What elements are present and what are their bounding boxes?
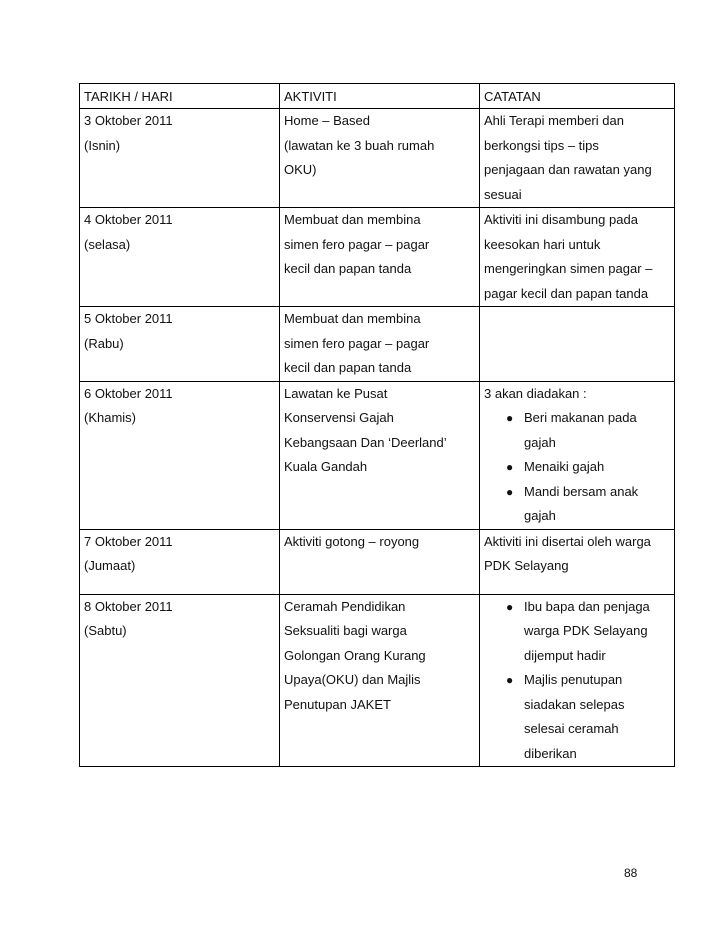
note-bullet-list [484,406,670,529]
note-intro: 3 akan diadakan : [484,385,587,401]
bullet-dot-icon: ● [506,599,514,614]
date-text: 4 Oktober 2011 [84,212,173,227]
day-text: (Jumaat) [84,558,136,573]
bullet-item [484,668,670,766]
bullet-dot-icon: ● [506,484,514,499]
note-line: Aktiviti ini disambung pada [484,212,638,227]
table-header-row [80,84,675,109]
bullet-dot-icon: ● [506,460,514,474]
bullet-line: dijemput hadir [524,647,606,663]
date-cell [80,109,280,208]
activity-line: simen fero pagar – pagar [284,236,430,252]
date-cell [80,307,280,382]
note-cell-empty [480,307,675,382]
bullet-item [484,455,670,480]
activity-line: Aktiviti gotong – royong [284,533,420,549]
activity-line: Golongan Orang Kurang [284,647,426,663]
note-line: berkongsi tips – tips [484,137,599,153]
date-cell [80,594,280,767]
bullet-item [484,480,670,529]
activity-line: Penutupan JAKET [284,696,391,712]
bullet-line: Mandi bersam anak [524,483,639,499]
bullet-item [484,406,670,455]
date-cell [80,529,280,594]
note-line: PDK Selayang [484,558,569,573]
activity-line: OKU) [284,162,317,177]
bullet-line: siadakan selepas [524,696,625,712]
day-text: (Sabtu) [84,623,127,638]
activity-line: Kebangsaan Dan ‘Deerland’ [284,434,447,450]
note-line: keesokan hari untuk [484,236,601,252]
date-cell [80,208,280,307]
note-bullet-list [484,595,670,767]
note-line: mengeringkan simen pagar – [484,261,653,276]
bullet-line: Ibu bapa dan penjaga [524,598,650,614]
activity-cell [280,208,480,307]
table-row [80,307,675,382]
note-cell [480,109,675,208]
activity-cell [280,109,480,208]
header-notes: CATATAN [480,84,675,109]
bullet-line: Beri makanan pada [524,410,637,425]
date-text: 8 Oktober 2011 [84,598,173,614]
activity-line: (lawatan ke 3 buah rumah [284,137,435,153]
activity-line: Seksualiti bagi warga [284,623,407,638]
date-text: 5 Oktober 2011 [84,311,173,326]
date-text: 3 Oktober 2011 [84,113,173,128]
date-cell [80,381,280,529]
date-text: 7 Oktober 2011 [84,533,173,549]
note-cell [480,208,675,307]
bullet-line: gajah [524,508,556,523]
activity-line: Ceramah Pendidikan [284,598,406,614]
page-number: 88 [624,866,638,880]
activity-schedule-table [79,83,675,767]
day-text: (Khamis) [84,410,137,425]
activity-line: kecil dan papan tanda [284,360,412,375]
day-text: (Rabu) [84,335,124,351]
note-line: penjagaan dan rawatan yang [484,162,652,177]
activity-cell [280,594,480,767]
day-text: (selasa) [84,236,131,252]
bullet-dot-icon: ● [506,411,514,425]
bullet-item [484,595,670,669]
day-text: (Isnin) [84,137,121,153]
activity-line: Home – Based [284,113,370,128]
header-activity: AKTIVITI [280,84,480,109]
activity-line: Membuat dan membina [284,311,421,326]
table-row [80,529,675,594]
note-line: Ahli Terapi memberi dan [484,113,624,128]
header-date: TARIKH / HARI [80,84,280,109]
activity-line: Lawatan ke Pusat [284,385,388,401]
table-row [80,381,675,529]
activity-line: Kuala Gandah [284,459,368,474]
table-row [80,208,675,307]
activity-cell [280,529,480,594]
bullet-dot-icon: ● [506,673,514,687]
bullet-line: Majlis penutupan [524,672,623,687]
note-cell [480,594,675,767]
table-row [80,594,675,767]
activity-line: simen fero pagar – pagar [284,335,430,351]
note-cell [480,529,675,594]
activity-line: kecil dan papan tanda [284,261,412,276]
activity-line: Upaya(OKU) dan Majlis [284,672,421,687]
bullet-line: gajah [524,434,556,450]
bullet-line: diberikan [524,745,577,761]
bullet-line: warga PDK Selayang [524,623,648,638]
note-cell [480,381,675,529]
note-line: sesuai [484,186,522,202]
table-row [80,109,675,208]
note-line: Aktiviti ini disertai oleh warga [484,533,651,549]
activity-cell [280,307,480,382]
date-text: 6 Oktober 2011 [84,385,173,401]
activity-cell [280,381,480,529]
bullet-line: selesai ceramah [524,721,619,736]
note-line: pagar kecil dan papan tanda [484,285,649,301]
bullet-line: Menaiki gajah [524,459,605,474]
activity-line: Konservensi Gajah [284,410,394,425]
activity-line: Membuat dan membina [284,212,421,227]
